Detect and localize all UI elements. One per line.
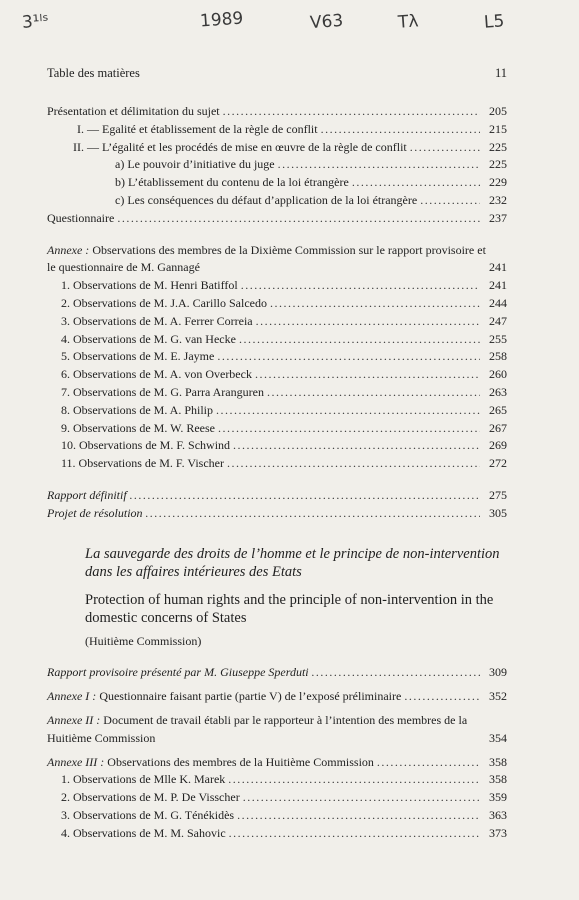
toc-entry-text: Présentation et délimitation du sujet: [47, 104, 220, 118]
toc-entry-page: 255: [489, 331, 507, 346]
annexe-text: Observations des membres de la Huitième Commission: [107, 754, 374, 769]
toc-entry-page: 352: [489, 689, 507, 704]
toc-entry: [47, 664, 507, 682]
toc-entry-text: 10. Observations de M. F. Schwind: [61, 438, 231, 453]
toc-entry: [47, 139, 507, 157]
toc-entry: [47, 437, 507, 455]
toc-entry-page: 225: [489, 139, 507, 154]
toc-entry-page: 244: [489, 295, 507, 310]
toc-entry: [47, 789, 507, 807]
toc-entry: [47, 313, 507, 331]
handwritten-note-3: V63: [309, 10, 344, 34]
page-header: [47, 66, 507, 81]
toc-entry-text: b) L’établissement du contenu de la loi étrangère: [115, 175, 349, 190]
toc-entry: [47, 402, 507, 420]
toc-entry-text: 11. Observations de M. F. Vischer: [61, 456, 224, 471]
section-commission: (Huitième Commission): [85, 633, 202, 648]
toc-entry-text: 7. Observations de M. G. Parra Aranguren: [61, 384, 264, 399]
toc-entry-page: 241: [489, 278, 507, 293]
toc-entry: [47, 384, 507, 402]
handwritten-note-2: 1989: [199, 8, 244, 32]
handwritten-note-5: L5: [483, 11, 505, 33]
toc-entry-page: 241: [489, 260, 507, 275]
toc-entry: [47, 174, 507, 192]
toc-entry-page: 229: [489, 175, 507, 190]
toc-entry-page: 363: [489, 807, 507, 822]
toc-entry-text: Questionnaire: [47, 210, 115, 225]
toc-entry-text: 9. Observations de M. W. Reese: [61, 420, 215, 435]
toc-entry: [47, 103, 507, 121]
toc-entry-text: c) Les conséquences du défaut d’application de la loi étrangère: [115, 192, 418, 207]
annexe-text: Questionnaire faisant partie (partie V) de l’exposé préliminaire: [99, 689, 402, 704]
handwritten-note-4: Tλ: [397, 11, 420, 33]
toc-entry: [47, 771, 507, 789]
toc-entry-text: 4. Observations de M. G. van Hecke: [61, 331, 236, 346]
toc-annexe-entry: [47, 754, 507, 772]
toc-entry: [47, 420, 507, 438]
toc-annexe-entry: [47, 688, 507, 706]
toc-entry-page: 272: [489, 456, 507, 471]
toc-entry-page: 215: [489, 121, 507, 136]
toc-entry-text: Projet de résolution: [47, 505, 143, 520]
annexe-label: Annexe II :: [47, 712, 101, 727]
toc-entry: [47, 331, 507, 349]
toc-entry-page: 309: [489, 665, 507, 680]
toc-entry: [47, 487, 507, 505]
header-title: Table des matières: [47, 66, 140, 80]
toc-entry-text: 6. Observations de M. A. von Overbeck: [61, 367, 252, 382]
toc-entry-page: 358: [489, 772, 507, 787]
toc-entry-page: 237: [489, 210, 507, 225]
toc-entry-page: 247: [489, 313, 507, 328]
toc-entry-page: 359: [489, 790, 507, 805]
toc-entry: [47, 807, 507, 825]
toc-entry: [47, 505, 507, 523]
toc-entry: [47, 210, 507, 228]
annexe-text: Document de travail établi par le rapporteur à l’intention des membres de la Huitième Commission: [47, 712, 468, 745]
section-title-fr: La sauvegarde des droits de l’homme et le principe de non-intervention dans les affaires intérieures des Etats: [85, 545, 500, 580]
toc-entry: [47, 455, 507, 473]
toc-entry-page: 305: [489, 505, 507, 520]
table-of-contents: [47, 103, 507, 843]
toc-entry-text: Rapport provisoire présenté par M. Giuseppe Sperduti: [47, 665, 309, 680]
annexe-label: Annexe III :: [47, 754, 105, 769]
toc-entry-page: 258: [489, 349, 507, 364]
toc-entry-page: 358: [489, 754, 507, 769]
toc-entry-page: 373: [489, 825, 507, 840]
toc-entry: [47, 366, 507, 384]
toc-entry-page: 225: [489, 157, 507, 172]
handwritten-note-1: 3¹ˡˢ: [21, 11, 50, 33]
annexe-text: Observations des membres de la Dixième Commission sur le rapport provisoire et le questionnaire de M. Gannagé: [47, 242, 486, 275]
toc-entry: [47, 156, 507, 174]
annexe-label: Annexe I :: [47, 689, 97, 704]
toc-entry-text: a) Le pouvoir d’initiative du juge: [115, 157, 275, 172]
toc-entry-text: 2. Observations de M. P. De Visscher: [61, 790, 240, 805]
toc-entry: [47, 121, 507, 139]
toc-entry-page: 269: [489, 438, 507, 453]
toc-entry-text: 3. Observations de M. A. Ferrer Correia: [61, 313, 253, 328]
toc-entry: [47, 277, 507, 295]
page-number: 11: [494, 66, 507, 80]
toc-entry-text: 1. Observations de M. Henri Batiffol: [61, 278, 238, 293]
toc-entry-text: 4. Observations de M. M. Sahovic: [61, 825, 226, 840]
toc-entry-page: 354: [489, 730, 507, 745]
toc-entry: [47, 295, 507, 313]
section-title-en: Protection of human rights and the principle of non-intervention in the domestic concerns of States: [85, 591, 494, 626]
toc-entry-text: I. — Egalité et établissement de la règle de conflit: [77, 121, 318, 136]
toc-entry-page: 205: [489, 104, 507, 118]
toc-entry-text: Rapport définitif: [47, 487, 127, 502]
toc-annexe-entry: [47, 242, 507, 278]
toc-entry: [47, 348, 507, 366]
toc-entry: [47, 192, 507, 210]
toc-annexe-entry: [47, 712, 507, 748]
toc-entry-text: 3. Observations de M. G. Ténékidès: [61, 807, 235, 822]
annexe-label: Annexe :: [47, 242, 90, 257]
toc-entry-page: 263: [489, 384, 507, 399]
toc-entry: [47, 825, 507, 843]
toc-entry-text: II. — L’égalité et les procédés de mise en œuvre de la règle de conflit: [73, 139, 407, 154]
toc-entry-page: 265: [489, 402, 507, 417]
toc-entry-page: 232: [489, 192, 507, 207]
toc-entry-text: 1. Observations de Mlle K. Marek: [61, 772, 226, 787]
toc-entry-text: 5. Observations de M. E. Jayme: [61, 349, 215, 364]
toc-entry-page: 275: [489, 487, 507, 502]
toc-entry-page: 267: [489, 420, 507, 435]
toc-entry-page: 260: [489, 367, 507, 382]
toc-entry-text: 2. Observations de M. J.A. Carillo Salcedo: [61, 295, 267, 310]
toc-entry-text: 8. Observations de M. A. Philip: [61, 402, 213, 417]
